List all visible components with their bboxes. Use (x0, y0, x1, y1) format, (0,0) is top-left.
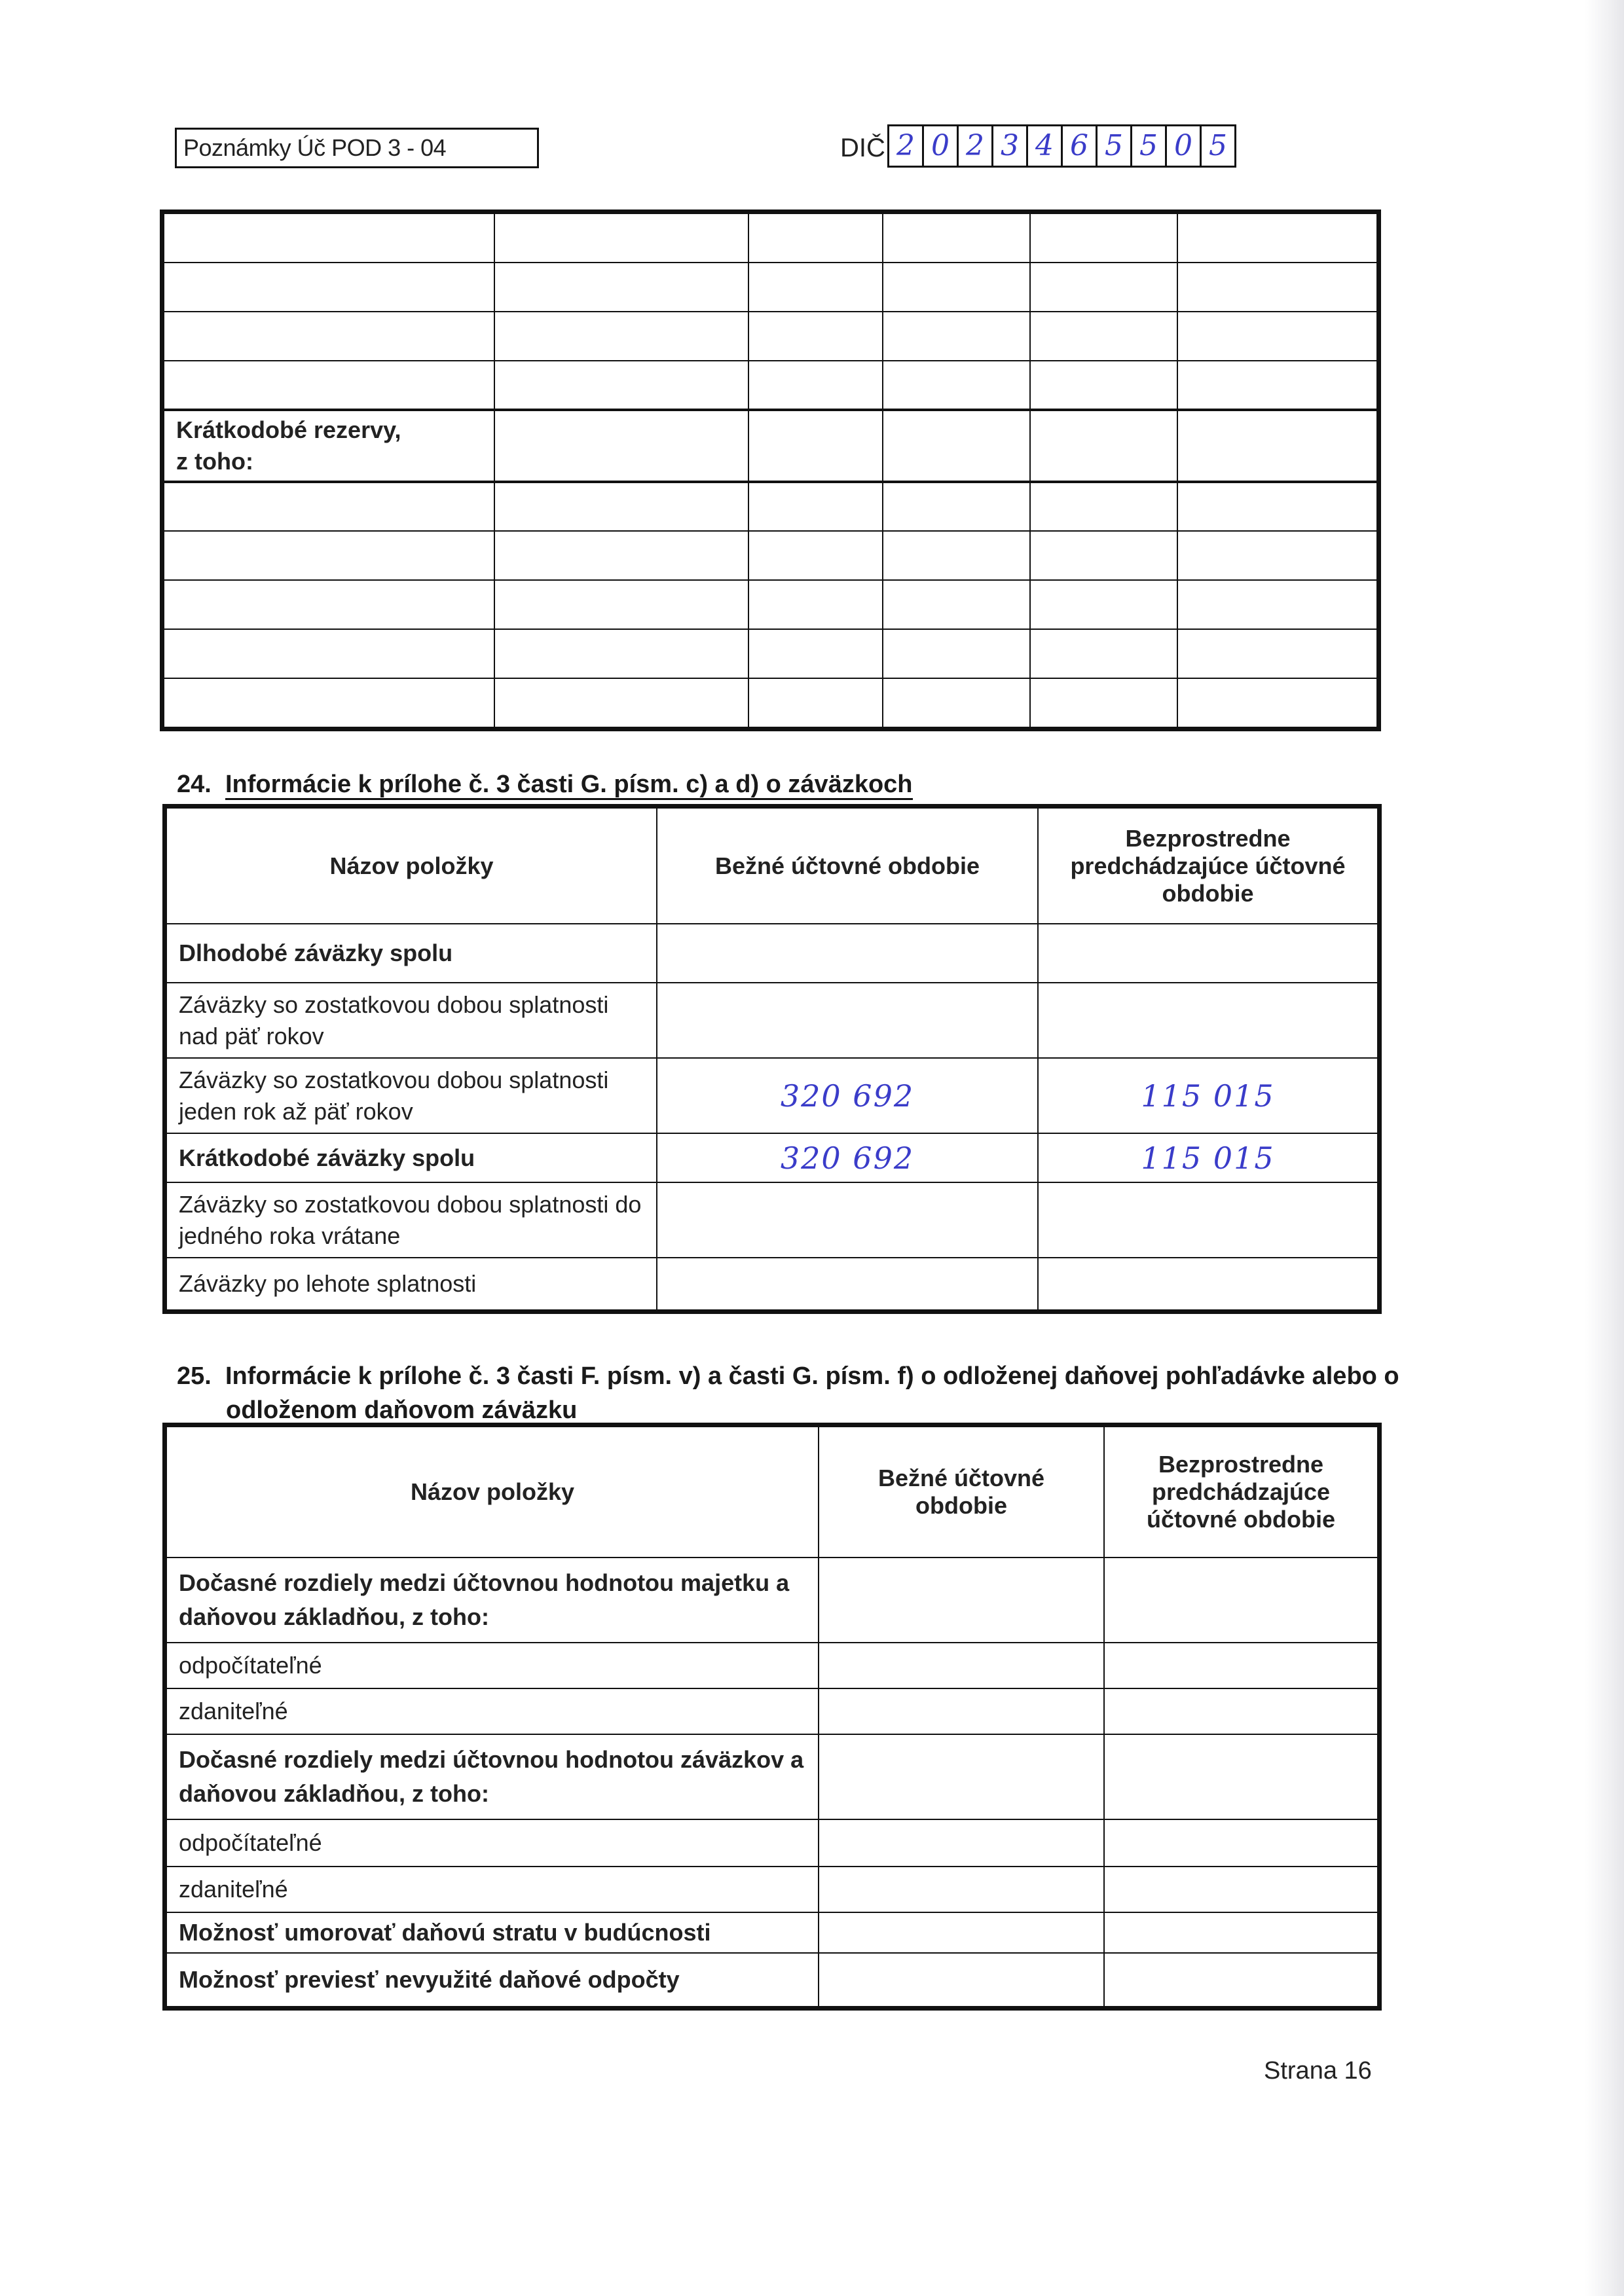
row-label: Záväzky so zostatkovou dobou splatnosti do jedného roka vrátane (166, 1182, 657, 1258)
reserves-table (163, 213, 1378, 728)
row-label: Záväzky po lehote splatnosti (166, 1258, 657, 1310)
value-cell[interactable] (494, 213, 748, 263)
section-25-heading-line2: odloženom daňovom záväzku (226, 1396, 577, 1426)
previous-period-value[interactable]: 115 015 (1038, 1133, 1378, 1182)
row-label: Dočasné rozdiely medzi účtovnou hodnotou majetku a daňovou základňou, z toho: (166, 1558, 819, 1643)
table-row (166, 1058, 1378, 1133)
short-term-reserves-label: Krátkodobé rezervy, z toho: (164, 410, 494, 482)
value-cell[interactable] (1030, 361, 1177, 410)
value-cell[interactable] (494, 531, 748, 580)
section-24-heading: Informácie k prílohe č. 3 časti G. písm. c) a d) o záväzkoch (225, 771, 913, 800)
section-25-title (177, 1359, 1408, 1427)
previous-period-value[interactable] (1038, 1182, 1378, 1258)
table-row (166, 1182, 1378, 1258)
previous-period-value[interactable] (1104, 1558, 1378, 1643)
deferred-tax-table (166, 1426, 1378, 2007)
value-cell[interactable] (1030, 531, 1177, 580)
value-cell[interactable] (748, 580, 883, 629)
row-label-cell (164, 678, 494, 727)
value-cell[interactable] (494, 263, 748, 312)
table-row (164, 531, 1377, 580)
previous-period-value[interactable] (1104, 1953, 1378, 2007)
form-label: Poznámky Úč POD 3 - 04 (175, 128, 539, 168)
dic-digit[interactable]: 4 (1028, 126, 1063, 166)
row-label: Záväzky so zostatkovou dobou splatnosti nad päť rokov (166, 983, 657, 1058)
section-24-title (177, 767, 913, 801)
row-label: Dočasné rozdiely medzi účtovnou hodnotou záväzkov a daňovou základňou, z toho: (166, 1734, 819, 1819)
value-cell[interactable] (1030, 213, 1177, 263)
table-row (164, 213, 1377, 263)
previous-period-value[interactable] (1104, 1643, 1378, 1688)
row-label-cell (164, 213, 494, 263)
column-header-previous: Bezprostredne predchádzajúce účtovné obdobie (1038, 808, 1378, 924)
value-cell[interactable] (748, 410, 883, 482)
table-header-row (166, 1427, 1378, 1558)
value-cell[interactable] (883, 410, 1030, 482)
column-header-name: Názov položky (166, 1427, 819, 1558)
current-period-value[interactable] (657, 924, 1038, 983)
current-period-value[interactable] (657, 983, 1038, 1058)
liabilities-table (166, 807, 1378, 1311)
value-cell[interactable] (494, 580, 748, 629)
column-header-current: Bežné účtovné obdobie (819, 1427, 1104, 1558)
table-row (166, 1133, 1378, 1182)
previous-period-value[interactable] (1038, 1258, 1378, 1310)
value-cell[interactable] (1177, 312, 1377, 361)
row-label: Dlhodobé záväzky spolu (166, 924, 657, 983)
dic-label: DIČ (840, 134, 885, 162)
table-row (166, 1643, 1378, 1688)
row-label-cell (164, 531, 494, 580)
section-24-number: 24. (177, 771, 212, 798)
value-cell[interactable] (748, 263, 883, 312)
dic-digit[interactable]: 5 (1132, 126, 1167, 166)
value-cell[interactable] (1177, 678, 1377, 727)
value-cell[interactable] (1177, 361, 1377, 410)
column-header-name: Názov položky (166, 808, 657, 924)
value-cell[interactable] (883, 531, 1030, 580)
row-label-cell (164, 263, 494, 312)
value-cell[interactable] (1030, 482, 1177, 531)
value-cell[interactable] (748, 531, 883, 580)
value-cell[interactable] (883, 263, 1030, 312)
value-cell[interactable] (1177, 580, 1377, 629)
dic-digit[interactable]: 2 (889, 126, 924, 166)
value-cell[interactable] (748, 482, 883, 531)
value-cell[interactable] (1030, 312, 1177, 361)
dic-digit[interactable]: 5 (1202, 126, 1236, 166)
value-cell[interactable] (748, 678, 883, 727)
table-row (164, 410, 1377, 482)
current-period-value[interactable] (819, 1912, 1104, 1953)
current-period-value[interactable] (819, 1558, 1104, 1643)
table-row (164, 580, 1377, 629)
table-row (166, 1558, 1378, 1643)
dic-digit[interactable]: 3 (993, 126, 1028, 166)
value-cell[interactable] (748, 312, 883, 361)
value-cell[interactable] (883, 482, 1030, 531)
previous-period-value[interactable] (1038, 924, 1378, 983)
value-cell[interactable] (1030, 263, 1177, 312)
value-cell[interactable] (1177, 213, 1377, 263)
section-25-number: 25. (177, 1362, 212, 1390)
row-label: Možnosť umorovať daňovú stratu v budúcnosti (166, 1912, 819, 1953)
value-cell[interactable] (1177, 629, 1377, 678)
table-row (164, 361, 1377, 410)
row-label-cell (164, 580, 494, 629)
value-cell[interactable] (883, 312, 1030, 361)
row-label: Záväzky so zostatkovou dobou splatnosti jeden rok až päť rokov (166, 1058, 657, 1133)
value-cell[interactable] (494, 312, 748, 361)
value-cell[interactable] (1177, 482, 1377, 531)
table-row (166, 1867, 1378, 1912)
value-cell[interactable] (748, 213, 883, 263)
section-25-heading-line1: Informácie k prílohe č. 3 časti F. písm. v) a časti G. písm. f) o odloženej daňovej pohľadávke alebo o (225, 1362, 1399, 1390)
table-row (166, 1258, 1378, 1310)
page-number: Strana 16 (1264, 2057, 1372, 2085)
previous-period-value[interactable]: 115 015 (1038, 1058, 1378, 1133)
current-period-value[interactable]: 320 692 (657, 1058, 1038, 1133)
previous-period-value[interactable] (1104, 1819, 1378, 1867)
column-header-previous: Bezprostredne predchádzajúce účtovné obdobie (1104, 1427, 1378, 1558)
value-cell[interactable] (883, 678, 1030, 727)
previous-period-value[interactable] (1104, 1734, 1378, 1819)
previous-period-value[interactable] (1104, 1912, 1378, 1953)
dic-boxes (887, 124, 1236, 168)
value-cell[interactable] (494, 678, 748, 727)
previous-period-value[interactable] (1104, 1867, 1378, 1912)
previous-period-value[interactable] (1038, 983, 1378, 1058)
value-cell[interactable] (1177, 410, 1377, 482)
table-row (164, 678, 1377, 727)
value-cell[interactable] (1030, 629, 1177, 678)
table-row (166, 1912, 1378, 1953)
table-row (164, 263, 1377, 312)
row-label: Krátkodobé záväzky spolu (166, 1133, 657, 1182)
row-label-cell (164, 312, 494, 361)
row-label: zdaniteľné (166, 1688, 819, 1734)
row-label: zdaniteľné (166, 1867, 819, 1912)
current-period-value[interactable] (819, 1643, 1104, 1688)
table-row (164, 312, 1377, 361)
dic-digit[interactable]: 6 (1063, 126, 1098, 166)
current-period-value[interactable] (819, 1688, 1104, 1734)
row-label: Možnosť previesť nevyužité daňové odpočty (166, 1953, 819, 2007)
table-row (164, 482, 1377, 531)
value-cell[interactable] (883, 213, 1030, 263)
value-cell[interactable] (1030, 580, 1177, 629)
value-cell[interactable] (494, 629, 748, 678)
value-cell[interactable] (748, 629, 883, 678)
table-row (166, 1734, 1378, 1819)
value-cell[interactable] (748, 361, 883, 410)
row-label: odpočítateľné (166, 1819, 819, 1867)
value-cell[interactable] (494, 482, 748, 531)
value-cell[interactable] (1177, 263, 1377, 312)
row-label-cell (164, 629, 494, 678)
row-label-cell (164, 482, 494, 531)
dic-digit[interactable]: 2 (959, 126, 993, 166)
table-row (166, 983, 1378, 1058)
current-period-value[interactable] (657, 1258, 1038, 1310)
previous-period-value[interactable] (1104, 1688, 1378, 1734)
table-row (166, 924, 1378, 983)
value-cell[interactable] (883, 629, 1030, 678)
value-cell[interactable] (494, 361, 748, 410)
table-header-row (166, 808, 1378, 924)
value-cell[interactable] (1030, 678, 1177, 727)
dic-digit[interactable]: 5 (1098, 126, 1132, 166)
value-cell[interactable] (1030, 410, 1177, 482)
table-row (166, 1819, 1378, 1867)
row-label-cell (164, 361, 494, 410)
current-period-value[interactable] (819, 1953, 1104, 2007)
current-period-value[interactable] (819, 1819, 1104, 1867)
table-row (164, 629, 1377, 678)
value-cell[interactable] (494, 410, 748, 482)
column-header-current: Bežné účtovné obdobie (657, 808, 1038, 924)
current-period-value[interactable] (657, 1182, 1038, 1258)
table-row (166, 1688, 1378, 1734)
current-period-value[interactable] (819, 1734, 1104, 1819)
table-row (166, 1953, 1378, 2007)
value-cell[interactable] (883, 580, 1030, 629)
scan-edge-shadow (1585, 0, 1624, 2296)
dic-digit[interactable]: 0 (1167, 126, 1202, 166)
value-cell[interactable] (883, 361, 1030, 410)
current-period-value[interactable] (819, 1867, 1104, 1912)
current-period-value[interactable]: 320 692 (657, 1133, 1038, 1182)
value-cell[interactable] (1177, 531, 1377, 580)
row-label: odpočítateľné (166, 1643, 819, 1688)
dic-digit[interactable]: 0 (924, 126, 959, 166)
